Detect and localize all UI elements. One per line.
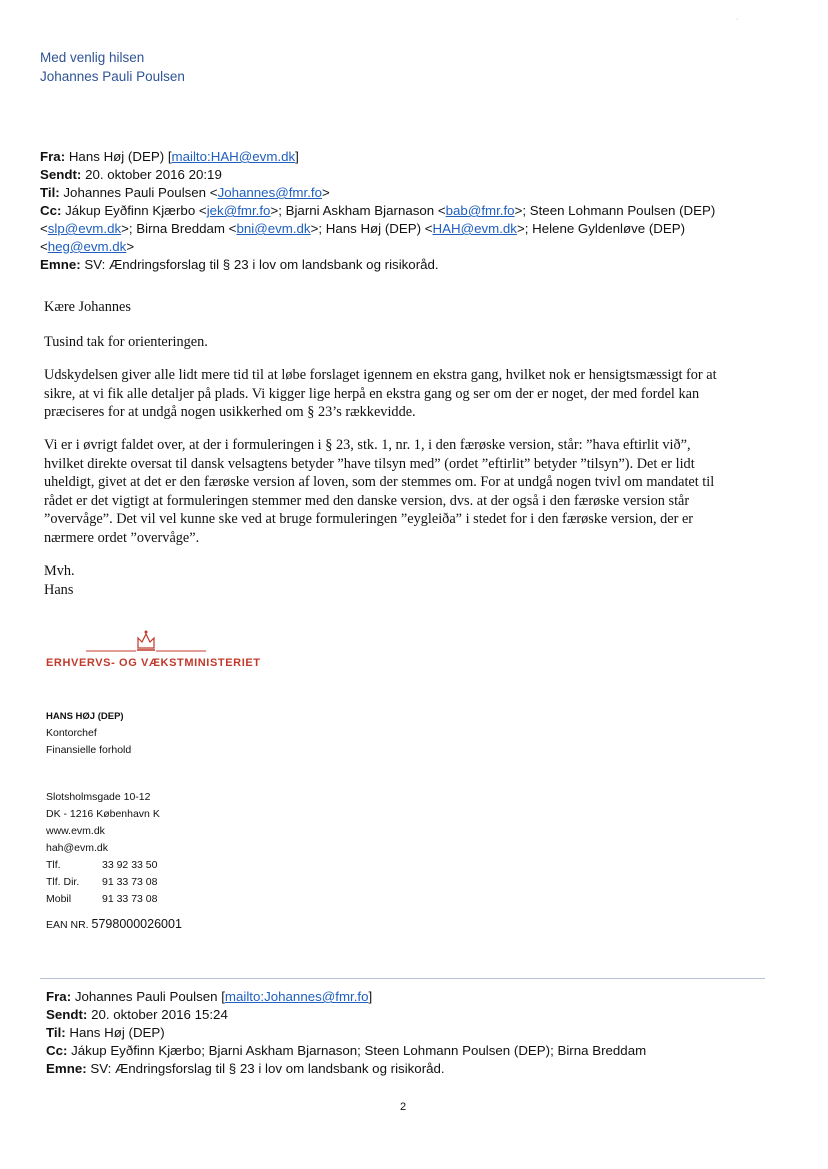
phone-row: Mobil 91 33 73 08 <box>46 893 158 905</box>
from-mailto-link[interactable]: mailto:HAH@evm.dk <box>171 149 296 164</box>
ministry-crown-logo <box>46 628 250 656</box>
phone-row: Tlf. 33 92 33 50 <box>46 859 158 871</box>
address-block <box>46 789 160 908</box>
cc-email-link[interactable]: HAH@evm.dk <box>432 221 517 236</box>
cc-email-link[interactable]: bni@evm.dk <box>236 221 311 236</box>
top-signature <box>40 48 185 86</box>
ministry-name: ERHVERVS- OG VÆKSTMINISTERIET <box>46 657 261 669</box>
cc-email-link[interactable]: bab@fmr.fo <box>445 203 515 218</box>
email-header-1 <box>40 148 760 274</box>
ean-row: EAN NR. 5798000026001 <box>46 917 182 931</box>
cc-email-link[interactable]: heg@evm.dk <box>47 239 127 254</box>
sig-dept: Finansielle forhold <box>46 744 132 756</box>
signoff: Mvh. Hans <box>44 563 75 598</box>
phone-row: Tlf. Dir. 91 33 73 08 <box>46 876 158 888</box>
signature-block <box>46 708 131 759</box>
paragraph-1: Tusind tak for orienteringen. <box>44 334 208 350</box>
address-line-2: DK - 1216 København K <box>46 808 160 820</box>
page-number: 2 <box>400 1101 407 1113</box>
from-mailto-link[interactable]: mailto:Johannes@fmr.fo <box>224 989 369 1004</box>
closing-phrase: Med venlig hilsen <box>40 50 145 65</box>
subject-row: Emne: SV: Ændringsforslag til § 23 i lov om landsbank og risikoråd. <box>40 257 439 272</box>
address-line-1: Slotsholmsgade 10-12 <box>46 791 151 803</box>
subject-row: Emne: SV: Ændringsforslag til § 23 i lov om landsbank og risikoråd. <box>46 1061 445 1076</box>
sent-row: Sendt: 20. oktober 2016 15:24 <box>46 1007 228 1022</box>
divider <box>40 978 765 979</box>
cc-email-link[interactable]: slp@evm.dk <box>47 221 122 236</box>
website: www.evm.dk <box>46 825 105 837</box>
to-row: Til: Johannes Pauli Poulsen <Johannes@fmr.fo> <box>40 185 330 200</box>
cc-row: Cc: Jákup Eyðfinn Kjærbo; Bjarni Askham Bjarnason; Steen Lohmann Poulsen (DEP); Birna Breddam <box>46 1043 647 1058</box>
email-header-2 <box>46 988 646 1078</box>
paragraph-2: Udskydelsen giver alle lidt mere tid til at løbe forslaget igennem en ekstra gang, hvilket nok er hensigtsmæssigt for at sikre, at vi fik alle detaljer på plads. Vi kigger lige herpå en ekstra gang og ser om der er noget, der med fordel kan præciseres for at undgå nogen usikkerhed om § 23’s rækkevidde. <box>44 367 717 420</box>
scan-mark: · <box>736 16 739 23</box>
sent-row: Sendt: 20. oktober 2016 20:19 <box>40 167 222 182</box>
to-email-link[interactable]: Johannes@fmr.fo <box>217 185 322 200</box>
email-address: hah@evm.dk <box>46 842 109 854</box>
sig-name: HANS HØJ (DEP) <box>46 711 124 722</box>
from-row: Fra: Johannes Pauli Poulsen [mailto:Johannes@fmr.fo] <box>46 989 373 1004</box>
to-row: Til: Hans Høj (DEP) <box>46 1025 165 1040</box>
sig-title: Kontorchef <box>46 727 97 739</box>
sender-name: Johannes Pauli Poulsen <box>40 69 185 84</box>
cc-email-link[interactable]: jek@fmr.fo <box>206 203 271 218</box>
cc-row: Cc: Jákup Eyðfinn Kjærbo <jek@fmr.fo>; Bjarni Askham Bjarnason <bab@fmr.fo>; Steen Lohmann Poulsen (DEP) <slp@evm.dk>; Birna Breddam <bni@evm.dk>; Hans Høj (DEP) <HAH@evm.dk>; Helene Gyldenløve (DEP) <heg@evm.dk> <box>40 203 716 254</box>
crown-icon <box>46 628 250 656</box>
from-row: Fra: Hans Høj (DEP) [mailto:HAH@evm.dk] <box>40 149 299 164</box>
greeting: Kære Johannes <box>44 299 131 315</box>
paragraph-3: Vi er i øvrigt faldet over, at der i formuleringen i § 23, stk. 1, nr. 1, i den færøske version, står: ”hava eftirlit við”, hvilket direkte oversat til dansk velsagtens betyder ”have tilsyn med” (ordet ”eftirlit” betyder ”tilsyn”). Det er lidt uheldigt, givet at det er den færøske version af loven, som der stemmes om. For at undgå nogen tvivl om mandatet til rådet er det vigtigt at formuleringen stemmer med den danske version, dvs. at der også i den færøske version står ”overvåge”. Det vil vel kunne ske ved at bruge formuleringen ”eygleiða” i stedet for i den færøske version, der er nærmere ordet ”overvåge”. <box>44 437 715 546</box>
